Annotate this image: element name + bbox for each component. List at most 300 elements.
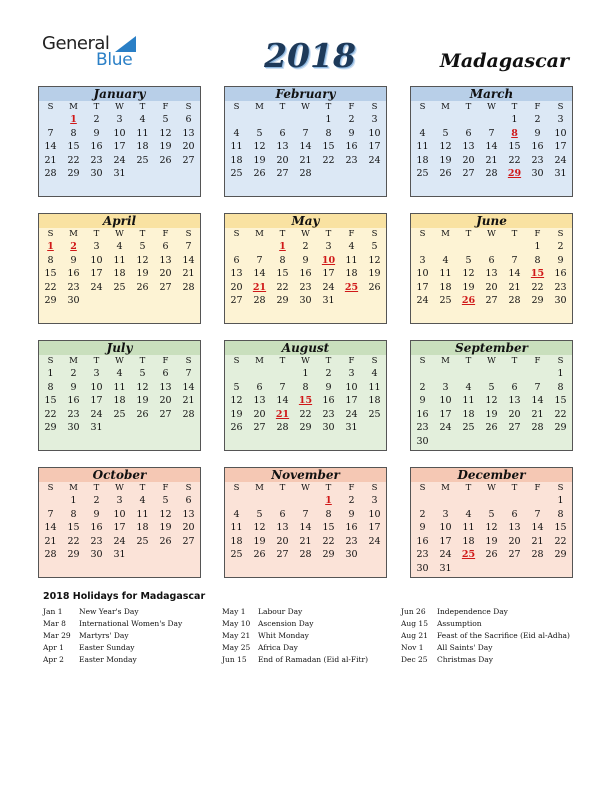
day-cell: 26 [368, 281, 381, 293]
empty-cell [271, 494, 294, 508]
day-cell: 31 [554, 168, 567, 180]
day-cell: 1 [47, 368, 54, 379]
day-cell: 12 [253, 141, 266, 153]
empty-cell [294, 113, 317, 127]
day-cell: 5 [162, 495, 169, 506]
holiday-item [43, 630, 182, 642]
day-cell: 19 [462, 281, 475, 293]
day-cell: 28 [299, 549, 312, 561]
day-cell: 4 [139, 114, 146, 125]
day-cell: 28 [531, 549, 544, 561]
weekday-label: F [534, 229, 541, 239]
day-cell: 27 [253, 422, 266, 434]
day-cell: 15 [322, 522, 335, 534]
day-grid [225, 113, 386, 181]
month-august [224, 340, 387, 451]
weekday-label: F [348, 356, 355, 366]
day-cell: 8 [47, 254, 54, 266]
weekday-label: T [511, 229, 518, 239]
day-cell: 26 [230, 422, 243, 434]
day-cell: 6 [279, 127, 286, 139]
day-cell: 30 [416, 435, 429, 447]
empty-cell [294, 494, 317, 508]
brand-logo [42, 33, 142, 73]
weekday-label: S [47, 229, 54, 239]
month-december [410, 467, 573, 578]
weekday-label: F [162, 483, 169, 493]
day-cell: 16 [416, 535, 429, 547]
day-cell: 18 [368, 395, 381, 407]
day-cell: 13 [159, 254, 172, 266]
day-cell: 18 [345, 268, 358, 280]
day-cell: 13 [508, 522, 521, 534]
empty-cell [503, 240, 526, 254]
day-cell: 9 [93, 508, 100, 520]
weekday-label: T [511, 102, 518, 112]
day-cell: 13 [182, 508, 195, 520]
holiday-name: Independence Day [437, 607, 508, 616]
day-cell: 22 [276, 281, 289, 293]
day-cell: 18 [230, 154, 243, 166]
day-cell: 24 [368, 535, 381, 547]
empty-cell [39, 494, 62, 508]
day-cell: 16 [67, 395, 80, 407]
day-cell: 4 [233, 508, 240, 520]
weekday-label: M [441, 483, 450, 493]
holiday-name: Ascension Day [258, 619, 314, 629]
month-name: July [39, 341, 200, 355]
weekday-label: S [233, 356, 240, 366]
day-cell: 30 [90, 549, 103, 561]
holiday-item [222, 630, 368, 642]
day-cell: 13 [462, 141, 475, 153]
day-cell: 18 [136, 522, 149, 534]
day-cell: 6 [162, 241, 169, 252]
day-cell: 23 [299, 281, 312, 293]
day-cell: 27 [276, 168, 289, 180]
day-cell: 23 [322, 408, 335, 420]
day-cell: 21 [299, 154, 312, 166]
month-name: September [411, 341, 572, 355]
holiday-date: May 21 [222, 631, 251, 641]
weekday-label: T [93, 229, 100, 239]
day-cell: 12 [485, 522, 498, 534]
day-cell: 25 [416, 168, 429, 180]
day-cell: 30 [345, 549, 358, 561]
day-cell: 10 [90, 381, 103, 393]
day-cell: 19 [253, 535, 266, 547]
weekday-label: T [325, 102, 332, 112]
empty-cell [457, 367, 480, 381]
day-cell: 8 [557, 508, 564, 520]
day-cell: 2 [325, 368, 332, 379]
day-cell: 16 [67, 268, 80, 280]
empty-cell [434, 240, 457, 254]
weekday-label: F [348, 102, 355, 112]
holiday-item [222, 606, 368, 618]
day-cell: 20 [508, 535, 521, 547]
day-cell: 23 [416, 549, 429, 561]
empty-cell [225, 367, 248, 381]
day-cell: 26 [485, 549, 498, 561]
day-cell: 22 [508, 154, 521, 166]
day-cell: 21 [508, 281, 521, 293]
day-cell: 1 [70, 495, 77, 506]
day-cell: 9 [348, 127, 355, 139]
holiday-name: Martyrs' Day [79, 631, 129, 641]
day-cell: 26 [136, 281, 149, 293]
weekday-label: T [279, 483, 286, 493]
day-grid [39, 367, 200, 435]
day-cell: 14 [531, 522, 544, 534]
day-cell: 9 [70, 254, 77, 266]
weekday-label: M [69, 229, 78, 239]
day-cell: 26 [159, 154, 172, 166]
weekday-label: W [301, 102, 310, 112]
holiday-name: Christmas Day [437, 655, 493, 665]
day-cell: 15 [554, 522, 567, 534]
day-cell: 29 [554, 422, 567, 434]
day-cell: 23 [90, 535, 103, 547]
day-cell: 9 [70, 381, 77, 393]
day-cell: 11 [439, 268, 452, 280]
day-cell: 13 [508, 395, 521, 407]
day-cell: 25 [136, 154, 149, 166]
day-cell: 10 [345, 381, 358, 393]
weekday-label: W [301, 483, 310, 493]
weekday-label: M [255, 356, 264, 366]
holiday-item [43, 642, 182, 654]
day-cell: 4 [116, 368, 123, 379]
day-cell: 2 [348, 495, 355, 506]
empty-cell [248, 494, 271, 508]
month-name: December [411, 468, 572, 482]
day-cell: 5 [139, 368, 146, 379]
day-cell: 24 [113, 154, 126, 166]
day-cell: 10 [113, 508, 126, 520]
day-cell: 21 [485, 154, 498, 166]
day-cell: 6 [279, 508, 286, 520]
logo-general-text: General [42, 33, 110, 54]
day-cell: 29 [44, 295, 57, 307]
holiday-day-cell: 21 [275, 408, 290, 420]
day-cell: 30 [67, 295, 80, 307]
day-cell: 16 [299, 268, 312, 280]
day-cell: 5 [488, 381, 495, 393]
day-cell: 25 [113, 281, 126, 293]
day-cell: 21 [531, 535, 544, 547]
weekday-label: S [185, 356, 192, 366]
weekday-label: S [557, 229, 564, 239]
day-cell: 10 [439, 395, 452, 407]
empty-cell [480, 494, 503, 508]
day-cell: 20 [159, 395, 172, 407]
empty-cell [480, 240, 503, 254]
empty-cell [434, 494, 457, 508]
month-july [38, 340, 201, 451]
holiday-day-cell: 8 [511, 127, 518, 139]
day-cell: 26 [136, 408, 149, 420]
holiday-date: Mar 8 [43, 619, 66, 629]
day-cell: 19 [159, 522, 172, 534]
empty-cell [225, 494, 248, 508]
day-cell: 15 [554, 395, 567, 407]
holiday-date: Jun 26 [401, 607, 426, 616]
weekday-label: T [93, 102, 100, 112]
weekday-label: S [47, 356, 54, 366]
day-cell: 23 [554, 281, 567, 293]
day-cell: 12 [439, 141, 452, 153]
weekday-label: T [511, 356, 518, 366]
day-cell: 15 [322, 141, 335, 153]
empty-cell [411, 367, 434, 381]
day-cell: 30 [322, 422, 335, 434]
holiday-name: Assumption [437, 619, 482, 629]
weekday-label: T [325, 356, 332, 366]
weekday-label: W [115, 229, 124, 239]
day-cell: 8 [279, 254, 286, 266]
day-cell: 3 [116, 495, 123, 506]
day-cell: 14 [253, 268, 266, 280]
day-cell: 13 [230, 268, 243, 280]
day-cell: 13 [159, 381, 172, 393]
day-cell: 9 [419, 522, 426, 534]
holiday-name: New Year's Day [79, 607, 139, 616]
day-cell: 27 [182, 154, 195, 166]
day-cell: 27 [159, 408, 172, 420]
weekday-label: T [139, 483, 146, 493]
day-cell: 27 [230, 295, 243, 307]
weekday-header [411, 101, 572, 113]
day-cell: 24 [416, 295, 429, 307]
day-cell: 23 [416, 422, 429, 434]
day-cell: 12 [136, 381, 149, 393]
day-cell: 13 [276, 522, 289, 534]
day-cell: 1 [557, 495, 564, 506]
holiday-name: End of Ramadan (Eid al-Fitr) [258, 655, 369, 665]
weekday-label: S [371, 356, 378, 366]
day-cell: 9 [557, 254, 564, 266]
day-cell: 8 [70, 508, 77, 520]
day-cell: 23 [345, 535, 358, 547]
day-cell: 6 [185, 114, 192, 125]
day-cell: 28 [531, 422, 544, 434]
holiday-column [43, 606, 182, 666]
weekday-label: S [419, 356, 426, 366]
day-cell: 21 [182, 268, 195, 280]
weekday-label: W [115, 102, 124, 112]
holiday-day-cell: 1 [325, 495, 332, 506]
weekday-label: S [557, 483, 564, 493]
day-cell: 27 [182, 535, 195, 547]
day-cell: 24 [90, 408, 103, 420]
weekday-label: S [185, 102, 192, 112]
day-cell: 1 [325, 114, 332, 125]
day-cell: 19 [439, 154, 452, 166]
day-cell: 6 [233, 254, 240, 266]
day-cell: 7 [534, 381, 541, 393]
holiday-item [43, 606, 182, 618]
day-cell: 30 [531, 168, 544, 180]
day-cell: 19 [485, 408, 498, 420]
empty-cell [248, 240, 271, 254]
weekday-label: S [371, 483, 378, 493]
empty-cell [271, 113, 294, 127]
weekday-label: S [371, 102, 378, 112]
day-cell: 6 [185, 495, 192, 506]
day-cell: 20 [182, 522, 195, 534]
day-cell: 19 [485, 535, 498, 547]
day-cell: 20 [276, 154, 289, 166]
day-cell: 31 [439, 562, 452, 574]
day-cell: 3 [93, 368, 100, 379]
day-cell: 6 [511, 508, 518, 520]
day-cell: 19 [253, 154, 266, 166]
month-february [224, 86, 387, 197]
weekday-label: M [441, 102, 450, 112]
holiday-column [401, 606, 570, 666]
day-cell: 28 [253, 295, 266, 307]
month-march [410, 86, 573, 197]
weekday-label: T [325, 229, 332, 239]
day-cell: 26 [253, 549, 266, 561]
day-cell: 3 [419, 254, 426, 266]
month-october [38, 467, 201, 578]
day-grid [225, 240, 386, 308]
empty-cell [457, 113, 480, 127]
day-cell: 18 [230, 535, 243, 547]
day-cell: 7 [185, 241, 192, 252]
empty-cell [248, 113, 271, 127]
day-cell: 24 [113, 535, 126, 547]
day-cell: 8 [302, 381, 309, 393]
holiday-item [401, 606, 570, 618]
day-cell: 25 [230, 549, 243, 561]
weekday-label: T [465, 229, 472, 239]
weekday-header [225, 101, 386, 113]
weekday-label: W [301, 356, 310, 366]
holiday-day-cell: 21 [252, 281, 267, 293]
day-cell: 22 [67, 154, 80, 166]
weekday-header [39, 355, 200, 367]
weekday-label: F [534, 102, 541, 112]
weekday-label: T [93, 483, 100, 493]
day-cell: 28 [485, 168, 498, 180]
holiday-date: Mar 29 [43, 631, 71, 641]
day-cell: 26 [439, 168, 452, 180]
holiday-item [43, 654, 182, 666]
day-cell: 28 [44, 549, 57, 561]
month-name: March [411, 87, 572, 101]
weekday-label: M [255, 102, 264, 112]
day-cell: 19 [368, 268, 381, 280]
day-cell: 8 [47, 381, 54, 393]
month-name: November [225, 468, 386, 482]
day-cell: 29 [299, 422, 312, 434]
day-cell: 11 [113, 381, 126, 393]
day-grid [411, 494, 572, 576]
weekday-label: F [348, 483, 355, 493]
day-cell: 26 [159, 535, 172, 547]
day-cell: 9 [93, 127, 100, 139]
day-cell: 14 [299, 522, 312, 534]
weekday-label: W [487, 102, 496, 112]
day-cell: 8 [534, 254, 541, 266]
empty-cell [434, 367, 457, 381]
empty-cell [225, 240, 248, 254]
month-name: February [225, 87, 386, 101]
day-cell: 4 [419, 127, 426, 139]
day-cell: 21 [44, 154, 57, 166]
day-cell: 14 [44, 141, 57, 153]
day-cell: 12 [368, 254, 381, 266]
empty-cell [457, 240, 480, 254]
holiday-item [43, 618, 182, 630]
day-cell: 29 [67, 168, 80, 180]
day-cell: 10 [368, 508, 381, 520]
day-cell: 21 [531, 408, 544, 420]
day-cell: 28 [44, 168, 57, 180]
day-cell: 15 [44, 268, 57, 280]
day-cell: 3 [442, 381, 449, 393]
weekday-label: S [371, 229, 378, 239]
day-cell: 18 [416, 154, 429, 166]
day-cell: 10 [439, 522, 452, 534]
month-name: August [225, 341, 386, 355]
day-cell: 6 [511, 381, 518, 393]
day-cell: 3 [371, 114, 378, 125]
holiday-date: Dec 25 [401, 655, 428, 665]
month-april [38, 213, 201, 324]
day-cell: 3 [348, 368, 355, 379]
day-cell: 18 [462, 535, 475, 547]
day-cell: 3 [557, 114, 564, 125]
empty-cell [248, 367, 271, 381]
empty-cell [271, 367, 294, 381]
holiday-name: Labour Day [258, 607, 303, 616]
weekday-label: S [419, 483, 426, 493]
weekday-label: M [441, 356, 450, 366]
day-cell: 26 [485, 422, 498, 434]
weekday-label: W [115, 356, 124, 366]
empty-cell [480, 113, 503, 127]
weekday-header [39, 228, 200, 240]
day-cell: 17 [554, 141, 567, 153]
day-cell: 24 [90, 281, 103, 293]
day-cell: 30 [416, 562, 429, 574]
day-cell: 10 [113, 127, 126, 139]
holiday-date: Apr 1 [43, 643, 64, 653]
weekday-label: F [534, 483, 541, 493]
logo-blue-text: Blue [96, 50, 133, 70]
day-cell: 15 [508, 141, 521, 153]
day-cell: 24 [368, 154, 381, 166]
weekday-label: W [115, 483, 124, 493]
day-cell: 8 [325, 508, 332, 520]
day-cell: 7 [488, 127, 495, 139]
day-cell: 28 [182, 408, 195, 420]
day-cell: 1 [302, 368, 309, 379]
month-may [224, 213, 387, 324]
month-june [410, 213, 573, 324]
weekday-label: W [301, 229, 310, 239]
day-cell: 8 [325, 127, 332, 139]
weekday-label: T [139, 229, 146, 239]
day-cell: 6 [465, 127, 472, 139]
empty-cell [225, 113, 248, 127]
day-cell: 29 [554, 549, 567, 561]
day-cell: 17 [439, 408, 452, 420]
